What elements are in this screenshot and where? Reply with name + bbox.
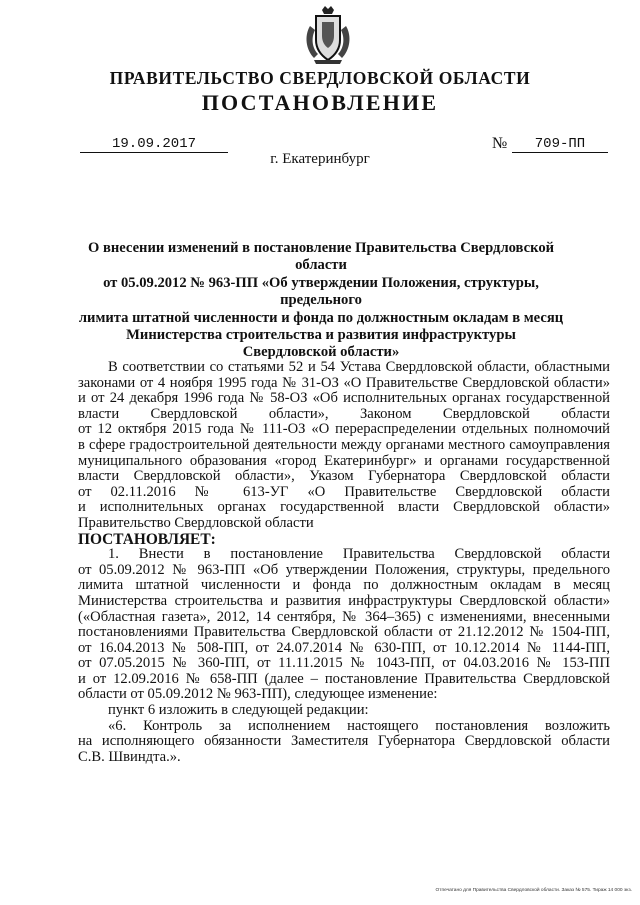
item1-line: постановлениями Правительства Свердловской области от 21.12.2012 № 1504-ПП,: [78, 625, 610, 641]
preamble-line: законами от 4 ноября 1995 года № 31-ОЗ «О Правительстве Свердловской области»: [78, 375, 610, 391]
title-line: Свердловской области»: [242, 344, 400, 361]
item1-line: и от 12.09.2016 № 658-ПП (далее – постановление Правительства Свердловской: [78, 671, 610, 687]
preamble-line: В соответствии со статьями 52 и 54 Устава Свердловской области, областными: [108, 360, 610, 375]
item1-line: области от 05.09.2012 № 963-ПП), следующее изменение:: [78, 686, 438, 703]
item1-line: лимита штатной численности и фонда по должностным окладам в месяц: [78, 578, 610, 594]
item1-line: 1. Внести в постановление Правительства Свердловской области: [108, 547, 610, 563]
preamble-line: в сфере градостроительной деятельности между органами местного самоуправления: [78, 437, 610, 453]
title-line: от 05.09.2012 № 963-ПП «Об утверждении Положения, структуры, предельного: [103, 274, 539, 309]
print-footer: Отпечатано для Правительства Свердловской области. Заказ № 575. Тираж 14 000 экз.: [435, 888, 632, 893]
item1-line: («Областная газета», 2012, 14 сентября, № 364–365) с изменениями, внесенными: [78, 609, 610, 625]
document-type: ПОСТАНОВЛЕНИЕ: [201, 90, 439, 115]
preamble-line: от 02.11.2016 № 613-УГ «О Правительстве Свердловской области: [78, 484, 610, 500]
preamble-line: от 12 октября 2015 года № 111-ОЗ «О перераспределении отдельных полномочий: [78, 422, 610, 438]
item1-line: от 07.05.2015 № 360-ПП, от 11.11.2015 № 1043-ПП, от 04.03.2016 № 153-ПП: [78, 656, 610, 672]
coat-of-arms-icon: [302, 6, 354, 66]
title-line: лимита штатной численности и фонда по должностным окладам в месяц: [78, 309, 564, 326]
preamble-line: муниципального образования «город Екатеринбург» и органами государственной: [78, 453, 610, 469]
city-name: г. Екатеринбург: [270, 151, 370, 167]
resolves-heading: ПОСТАНОВЛЯЕТ:: [78, 530, 216, 548]
document-date: 19.09.2017: [80, 137, 228, 153]
title-line: Министерства строительства и развития инфраструктуры: [126, 327, 516, 344]
preamble-line: и исполнительных органах государственной власти Свердловской области»: [78, 500, 610, 516]
item1-line: от 16.04.2013 № 508-ПП, от 24.07.2014 № 630-ПП, от 10.12.2014 № 1144-ПП,: [78, 640, 610, 656]
title-line: О внесении изменений в постановление Правительства Свердловской области: [87, 240, 555, 274]
item1-subline: пункт 6 изложить в следующей редакции:: [108, 702, 369, 719]
preamble-line: власти Свердловской области», Указом Губернатора Свердловской области: [78, 469, 610, 485]
item6-line: С.В. Швиндта.».: [78, 748, 181, 765]
preamble-line: Правительство Свердловской области: [78, 514, 314, 531]
number-sign: №: [492, 135, 508, 152]
document-number: 709-ПП: [512, 137, 608, 153]
document-body: [78, 360, 610, 765]
government-name: ПРАВИТЕЛЬСТВО СВЕРДЛОВСКОЙ ОБЛАСТИ: [109, 68, 531, 88]
item6-line: на исполняющего обязанности Заместителя Губернатора Свердловской области: [78, 734, 610, 750]
document-title: [78, 240, 564, 362]
item1-line: от 05.09.2012 № 963-ПП «Об утверждении Положения, структуры, предельного: [78, 562, 610, 578]
item1-line: Министерства строительства и развития инфраструктуры Свердловской области»: [78, 593, 610, 609]
item6-line: «6. Контроль за исполнением настоящего постановления возложить: [108, 718, 610, 734]
preamble-line: и от 24 декабря 1996 года № 58-ОЗ «Об исполнительных органах государственной: [78, 391, 610, 407]
preamble-line: власти Свердловской области», Законом Свердловской области: [78, 406, 610, 422]
